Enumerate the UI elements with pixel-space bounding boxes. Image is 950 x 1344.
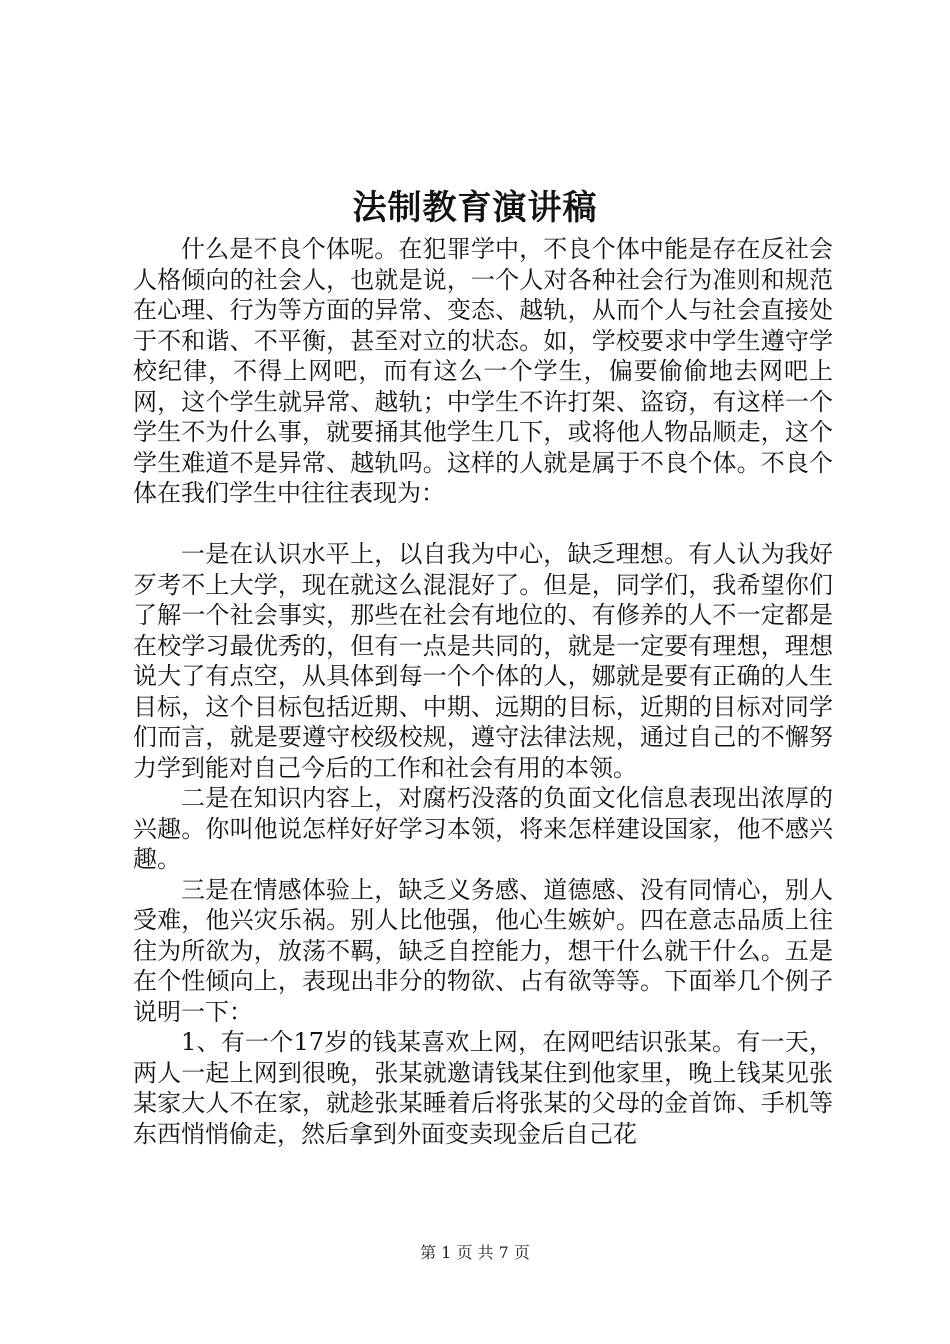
paragraph-1: 什么是不良个体呢。在犯罪学中，不良个体中能是存在反社会人格倾向的社会人，也就是说，一个人对各种社会行为准则和规范在心理、行为等方面的异常、变态、越轨，从而个人与社会直接处于不和谐、不平衡，甚至对立的状态。如，学校要求中学生遵守学校纪律，不得上网吧，而有这么一个学生，偏要偷偷地去网吧上网，这个学生就异常、越轨；中学生不许打架、盗窃，有这样一个学生不为什么事，就要捅其他学生几下，或将他人物品顺走，这个学生难道不是异常、越轨吗。这样的人就是属于不良个体。不良个体在我们学生中往往表现为： xyxy=(133,235,833,507)
document-title: 法制教育演讲稿 xyxy=(352,188,598,228)
document-body xyxy=(133,234,833,1149)
paragraph-4: 三是在情感体验上，缺乏义务感、道德感、没有同情心，别人受难，他兴灾乐祸。别人比他强，他心生嫉妒。四在意志品质上往往为所欲为，放荡不羁，缺乏自控能力，想干什么就干什么。五是在个性倾向上，表现出非分的物欲、占有欲等等。下面举几个例子说明一下： xyxy=(133,875,833,1026)
paragraph-3: 二是在知识内容上，对腐朽没落的负面文化信息表现出浓厚的兴趣。你叫他说怎样好好学习本领，将来怎样建设国家，他不感兴趣。 xyxy=(133,784,833,873)
paragraph-5: 1、有一个17岁的钱某喜欢上网，在网吧结识张某。有一天，两人一起上网到很晚，张某就邀请钱某住到他家里，晚上钱某见张某家大人不在家，就趁张某睡着后将张某的父母的金首饰、手机等东西悄悄偷走，然后拿到外面变卖现金后自己花 xyxy=(133,1028,833,1148)
page-footer: 第 1 页 共 7 页 xyxy=(420,1243,530,1262)
paragraph-2: 一是在认识水平上，以自我为中心，缺乏理想。有人认为我好歹考不上大学，现在就这么混混好了。但是，同学们，我希望你们了解一个社会事实，那些在社会有地位的、有修养的人不一定都是在校学习最优秀的，但有一点是共同的，就是一定要有理想，理想说大了有点空，从具体到每一个个体的人，娜就是要有正确的人生目标，这个目标包括近期、中期、远期的目标，近期的目标对同学们而言，就是要遵守校级校规，遵守法律法规，通过自己的不懈努力学到能对自己今后的工作和社会有用的本领。 xyxy=(133,540,833,782)
